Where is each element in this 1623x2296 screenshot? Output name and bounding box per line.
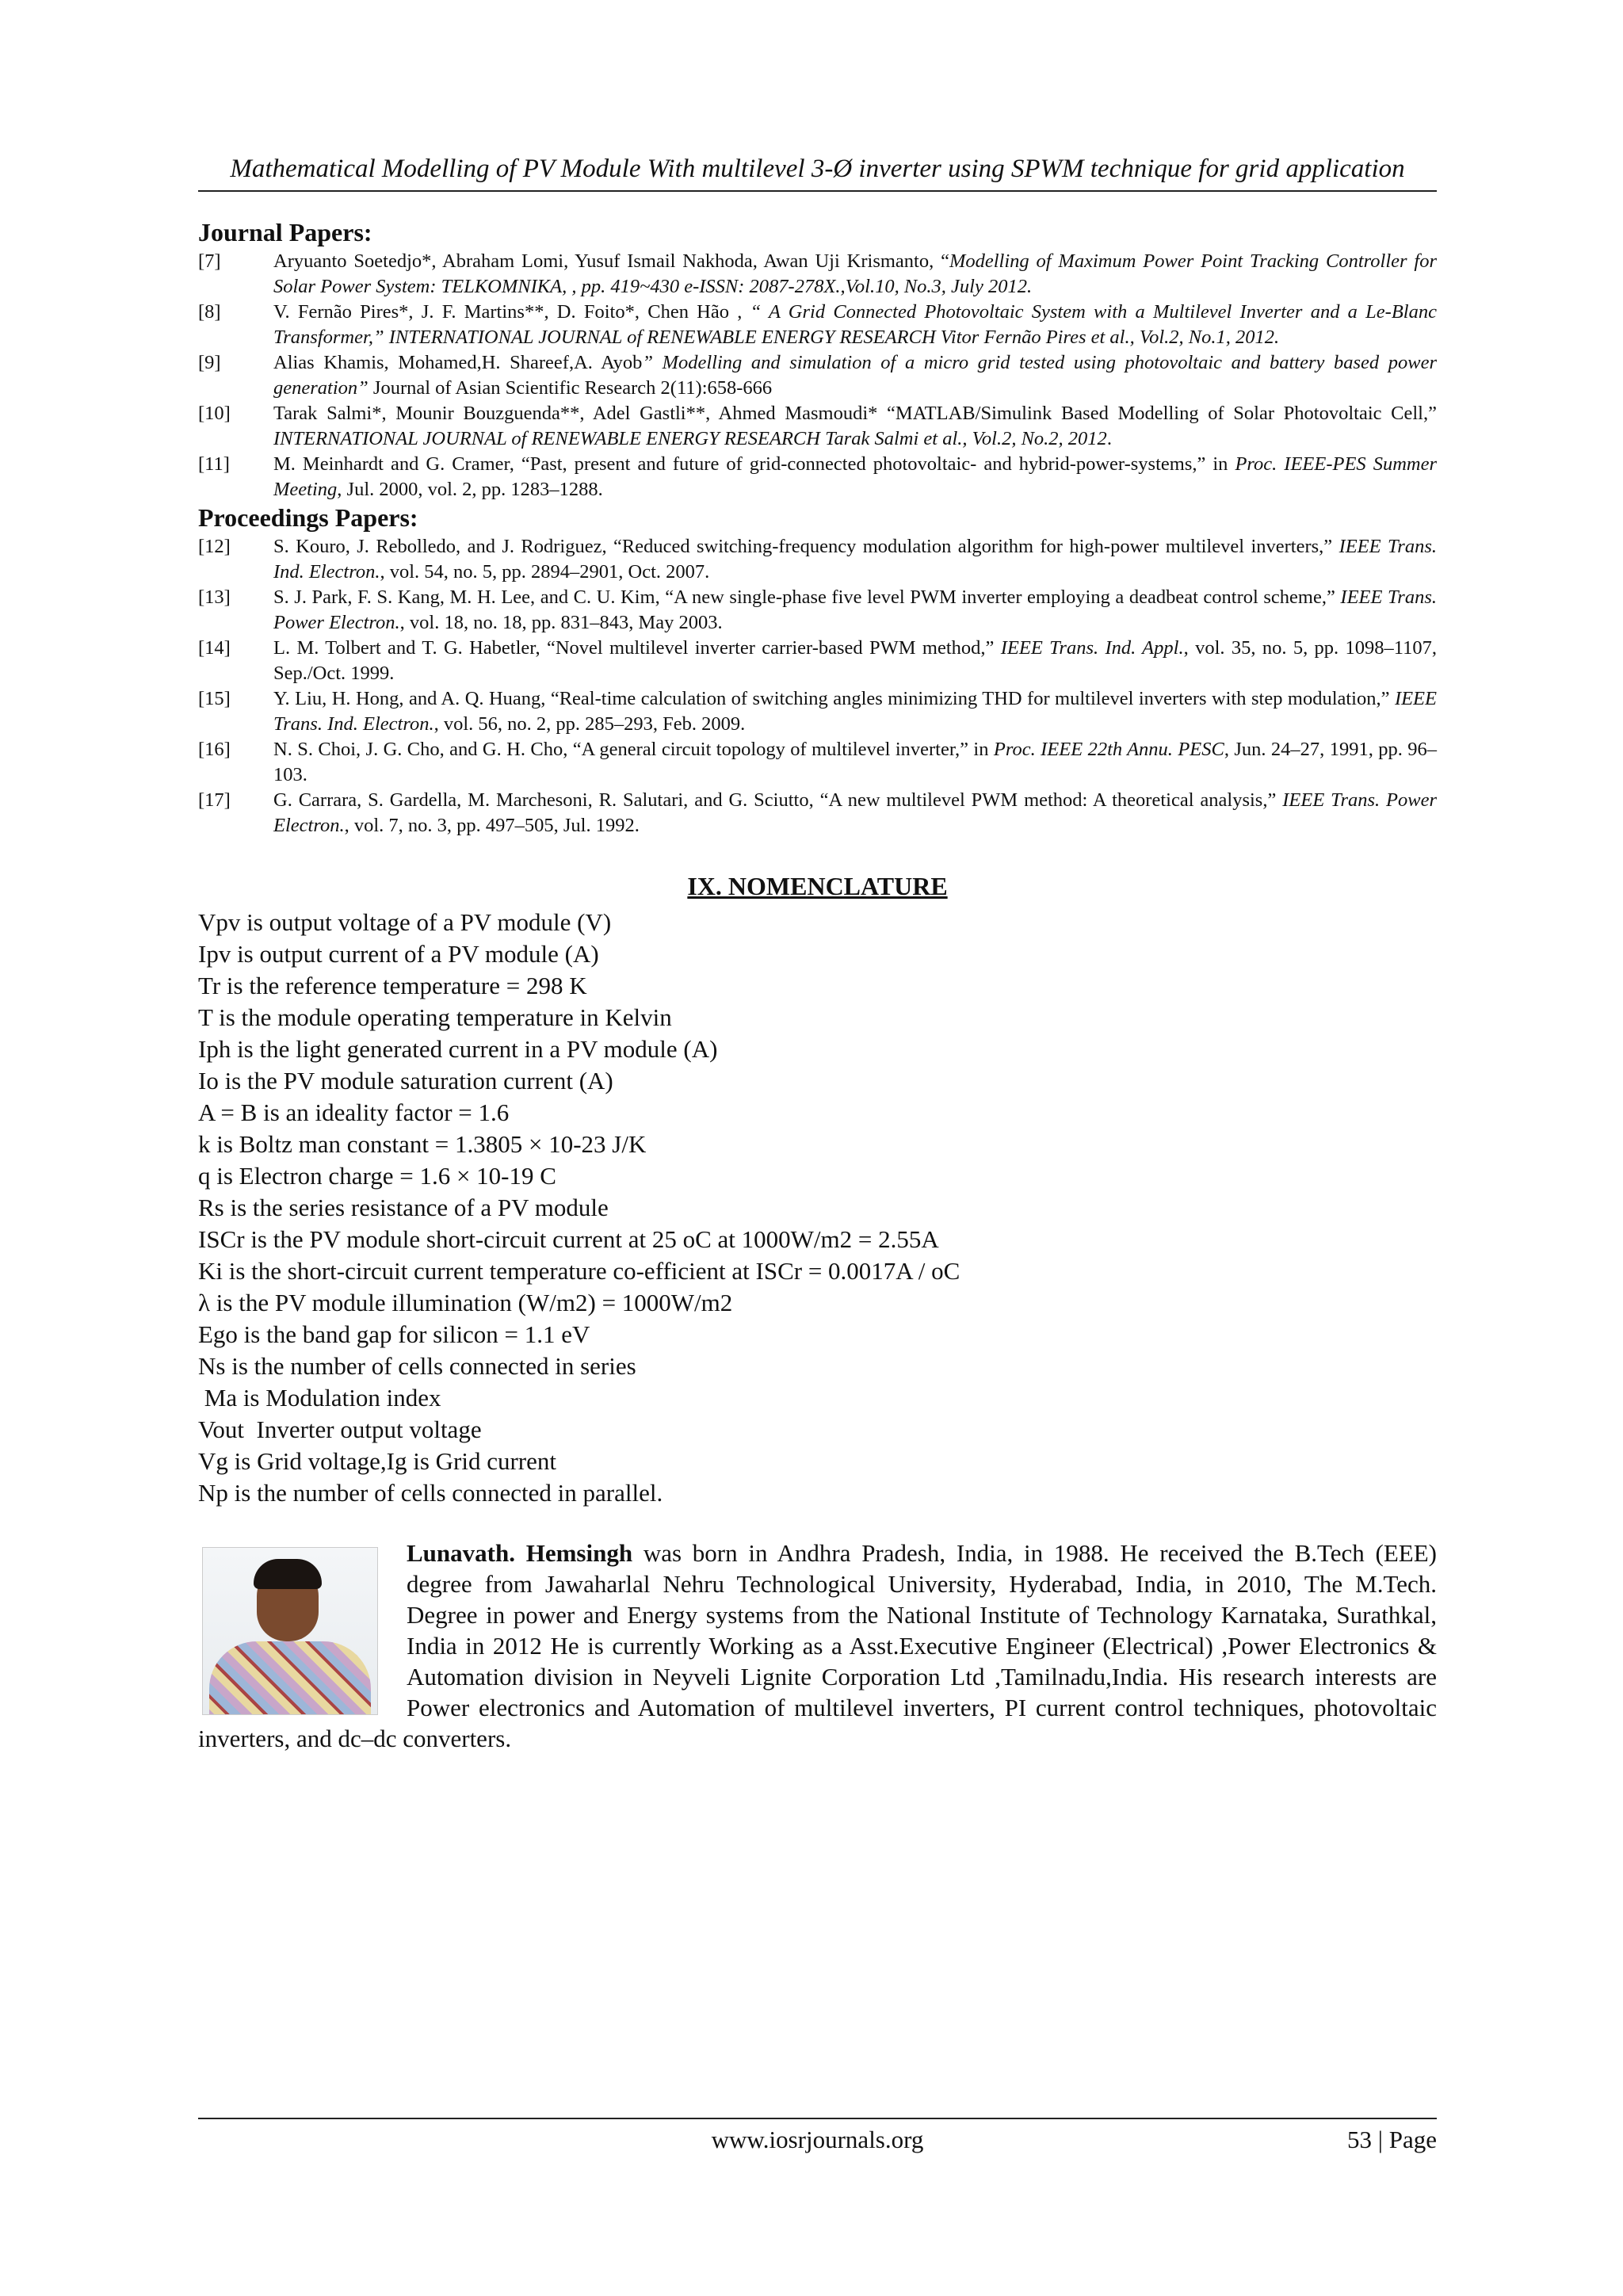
reference-text-part: , Jul. 2000, vol. 2, pp. 1283–1288. xyxy=(337,479,603,500)
reference-number: [12] xyxy=(198,536,231,557)
reference-text xyxy=(273,788,1437,839)
nomenclature-item: Ma is Modulation index xyxy=(198,1384,441,1412)
reference-source: IEEE Trans. Power Electron. xyxy=(273,789,1438,836)
reference-text xyxy=(273,534,1437,585)
reference-text xyxy=(273,401,1437,452)
reference-text-part: M. Meinhardt and G. Cramer, “Past, present and future of grid-connected photovoltaic- and hybrid-power-systems,” in xyxy=(273,453,1235,475)
nomenclature-item: λ is the PV module illumination (W/m2) = 1000W/m2 xyxy=(198,1289,733,1316)
reference-item xyxy=(198,737,1437,788)
reference-text xyxy=(273,737,1437,788)
paper-page xyxy=(198,0,1437,2296)
reference-text-part: S. Kouro, J. Rebolledo, and J. Rodriguez, “Reduced switching-frequency modulation algorithm for high-power multilevel inverters,” xyxy=(273,536,1339,557)
reference-number: [17] xyxy=(198,789,231,811)
reference-item xyxy=(198,636,1437,686)
reference-item xyxy=(198,788,1437,839)
page-number: 53 | Page xyxy=(1347,2126,1437,2153)
reference-number: [13] xyxy=(198,586,231,608)
reference-text-part: . xyxy=(1106,428,1112,449)
reference-source: INTERNATIONAL JOURNAL of RENEWABLE ENERGY RESEARCH Tarak Salmi et al., Vol.2, No.2, 2012 xyxy=(273,428,1107,449)
reference-item xyxy=(198,350,1437,401)
nomenclature-item: A = B is an ideality factor = 1.6 xyxy=(198,1098,510,1126)
reference-number: [8] xyxy=(198,301,221,323)
reference-text xyxy=(273,300,1437,350)
reference-text-part: , vol. 56, no. 2, pp. 285–293, Feb. 2009. xyxy=(433,713,746,735)
reference-number: [7] xyxy=(198,250,221,272)
reference-source: “ A Grid Connected Photovoltaic System with a Multilevel Inverter and a Le-Blanc Transformer,” INTERNATIONAL JOURNAL of RENEWABLE ENERGY RESEARCH Vitor Fernão Pires et al., Vol.2, No.1, 2012. xyxy=(273,301,1437,348)
nomenclature-item: T is the module operating temperature in Kelvin xyxy=(198,1003,672,1031)
reference-item xyxy=(198,534,1437,585)
reference-text xyxy=(273,636,1437,686)
reference-text xyxy=(273,686,1437,737)
journal-papers-list xyxy=(198,249,1437,502)
author-photo xyxy=(202,1547,378,1715)
reference-number: [14] xyxy=(198,637,231,659)
reference-text-part: Tarak Salmi*, Mounir Bouzguenda**, Adel Gastli**, Ahmed Masmoudi* “MATLAB/Simulink Based Modelling of Solar Photovoltaic Cell,” xyxy=(273,403,1437,424)
reference-item xyxy=(198,300,1437,350)
reference-text-part: Y. Liu, H. Hong, and A. Q. Huang, “Real-time calculation of switching angles minimizing THD for multilevel inverters with step modulation,” xyxy=(273,688,1395,709)
nomenclature-item: Iph is the light generated current in a PV module (A) xyxy=(198,1035,718,1063)
reference-text-part: , vol. 54, no. 5, pp. 2894–2901, Oct. 2007. xyxy=(380,561,710,583)
reference-text-part: V. Fernão Pires*, J. F. Martins**, D. Foito*, Chen Hão , xyxy=(273,301,750,323)
nomenclature-item: Np is the number of cells connected in parallel. xyxy=(198,1479,663,1507)
reference-item xyxy=(198,585,1437,636)
reference-text-part: Alias Khamis, Mohamed,H. Shareef,A. Ayob xyxy=(273,352,643,373)
nomenclature-item: Ki is the short-circuit current temperature co-efficient at ISCr = 0.0017A / oC xyxy=(198,1257,960,1285)
reference-number: [9] xyxy=(198,352,221,373)
nomenclature-title: IX. NOMENCLATURE xyxy=(687,872,948,900)
nomenclature-list xyxy=(198,907,1437,1509)
reference-text-part: , vol. 7, no. 3, pp. 497–505, Jul. 1992. xyxy=(344,815,640,836)
nomenclature-item: Ego is the band gap for silicon = 1.1 eV xyxy=(198,1320,590,1348)
reference-number: [10] xyxy=(198,403,231,424)
reference-text xyxy=(273,452,1437,502)
reference-source: ” Modelling and simulation of a micro grid tested using photovoltaic and battery based power generation” xyxy=(273,352,1437,399)
reference-number: [15] xyxy=(198,688,231,709)
reference-text-part: L. M. Tolbert and T. G. Habetler, “Novel multilevel inverter carrier-based PWM method,” xyxy=(273,637,1001,659)
author-name: Lunavath. Hemsingh xyxy=(407,1539,633,1567)
reference-text-part: , vol. 18, no. 18, pp. 831–843, May 2003. xyxy=(399,612,723,633)
nomenclature-item: q is Electron charge = 1.6 × 10-19 C xyxy=(198,1162,556,1190)
nomenclature-item: Rs is the series resistance of a PV module xyxy=(198,1194,609,1221)
nomenclature-item: Ipv is output current of a PV module (A) xyxy=(198,940,599,968)
nomenclature-item: ISCr is the PV module short-circuit current at 25 oC at 1000W/m2 = 2.55A xyxy=(198,1225,939,1253)
reference-text-part: S. J. Park, F. S. Kang, M. H. Lee, and C. U. Kim, “A new single-phase five level PWM inverter employing a deadbeat control scheme,” xyxy=(273,586,1341,608)
header-rule xyxy=(198,190,1437,192)
journal-papers-heading: Journal Papers: xyxy=(198,218,372,246)
reference-text-part: G. Carrara, S. Gardella, M. Marchesoni, R. Salutari, and G. Sciutto, “A new multilevel PWM method: A theoretical analysis,” xyxy=(273,789,1283,811)
proceedings-papers-list xyxy=(198,534,1437,839)
footer-url[interactable]: www.iosrjournals.org xyxy=(711,2126,924,2153)
reference-item xyxy=(198,401,1437,452)
reference-source: Proc. IEEE-PES Summer Meeting xyxy=(273,453,1437,500)
page-content xyxy=(198,217,1437,1754)
reference-source: IEEE Trans. Ind. Electron. xyxy=(273,536,1437,583)
running-header: Mathematical Modelling of PV Module With multilevel 3-Ø inverter using SPWM technique for grid application xyxy=(230,155,1405,183)
nomenclature-item: Io is the PV module saturation current (A) xyxy=(198,1067,613,1095)
reference-text-part: Aryuanto Soetedjo*, Abraham Lomi, Yusuf Ismail Nakhoda, Awan Uji Krismanto, “ xyxy=(273,250,949,272)
nomenclature-item: Vout Inverter output voltage xyxy=(198,1415,482,1443)
reference-text-part: Journal of Asian Scientific Research 2(11):658-666 xyxy=(368,377,773,399)
reference-item xyxy=(198,249,1437,300)
reference-item xyxy=(198,452,1437,502)
nomenclature-item: k is Boltz man constant = 1.3805 × 10-23 J/K xyxy=(198,1130,647,1158)
reference-source: Modelling of Maximum Power Point Tracking Controller for Solar Power System: TELKOMNIKA, , pp. 419~430 e-ISSN: 2087-278X.,Vol.10, No.3, July 2012. xyxy=(273,250,1437,297)
proceedings-papers-heading: Proceedings Papers: xyxy=(198,503,418,532)
reference-number: [16] xyxy=(198,739,231,760)
reference-text xyxy=(273,585,1437,636)
reference-number: [11] xyxy=(198,453,230,475)
author-biography xyxy=(198,1538,1437,1754)
reference-text-part: , Jun. 24–27, 1991, pp. 96–103. xyxy=(273,739,1437,785)
reference-text-part: N. S. Choi, J. G. Cho, and G. H. Cho, “A general circuit topology of multilevel inverter,” in xyxy=(273,739,994,760)
reference-text xyxy=(273,350,1437,401)
reference-source: IEEE Trans. Ind. Appl. xyxy=(1000,637,1184,659)
footer-rule xyxy=(198,2118,1437,2119)
reference-text-part: , vol. 35, no. 5, pp. 1098–1107, Sep./Oct. 1999. xyxy=(273,637,1438,684)
nomenclature-item: Tr is the reference temperature = 298 K xyxy=(198,972,587,999)
nomenclature-item: Vg is Grid voltage,Ig is Grid current xyxy=(198,1447,556,1475)
nomenclature-item: Ns is the number of cells connected in series xyxy=(198,1352,636,1380)
reference-source: IEEE Trans. Power Electron. xyxy=(273,586,1437,633)
reference-source: IEEE Trans. Ind. Electron. xyxy=(273,688,1437,735)
author-bio-text: was born in Andhra Pradesh, India, in 1988. He received the B.Tech (EEE) degree from Jawaharlal Nehru Technological University, Hyderabad, India, in 2010, The M.Tech. Degree in power and Energy systems from the National Institute of Technology Karnataka, Surathkal, India in 2012 He is currently Working as a Asst.Executive Engineer (Electrical) ,Power Electronics & Automation division in Neyveli Lignite Corporation Ltd ,Tamilnadu,India. His research interests are Power electronics and Automation of multilevel inverters, PI current control techniques, photovoltaic inverters, and dc–dc converters. xyxy=(198,1539,1437,1752)
reference-text xyxy=(273,249,1437,300)
reference-item xyxy=(198,686,1437,737)
nomenclature-item: Vpv is output voltage of a PV module (V) xyxy=(198,908,612,936)
reference-source: Proc. IEEE 22th Annu. PESC xyxy=(993,739,1224,760)
